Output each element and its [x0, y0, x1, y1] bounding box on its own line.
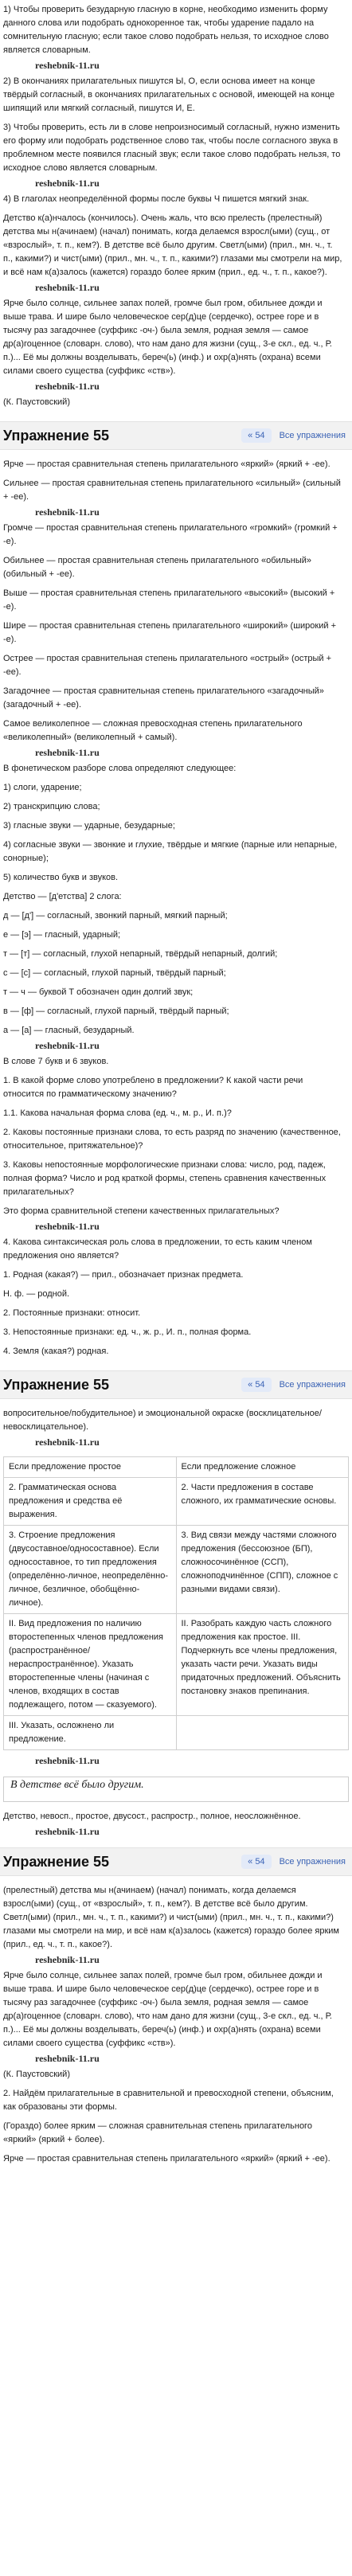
watermark: reshebnik-11.ru: [35, 506, 100, 518]
table-cell: III. Указать, осложнено ли предложение.: [4, 1716, 177, 1750]
watermark: reshebnik-11.ru: [35, 381, 100, 392]
paragraph: т — ч — буквой Т обозначен один долгий звук;: [3, 987, 194, 997]
answer-text-section-3c: [0, 1807, 352, 1843]
paragraph: Ярче было солнце, сильнее запах полей, громче был гром, обильнее дожди и выше трава. И шире было человеческое сер(д)це (сердечко), острее горе и в тысячу раз загадочнее (суффикс -оч-) была земля, родная земля — самое др(а)гоценное (словарн. слово), что нам дано для жизни (сущ., 3-е скл., ед. ч., Р. п.)... Её мы должны возделывать, береч(ь) (инф.) и охр(а)нять (охрана) всеми силами своего существа (суффикс «ств»).: [3, 1971, 332, 2048]
table-cell: 3. Вид связи между частями сложного предложения (бессоюзное (БП), сложносочинённое (ССП), сложноподчинённое (СПП), сложное с разными видами связи).: [176, 1526, 349, 1614]
paragraph: 2. Постоянные признаки: относит.: [3, 1308, 141, 1318]
paragraph: Шире — простая сравнительная степень прилагательного «широкий» (широкий + -е).: [3, 621, 336, 644]
paragraph: Ярче — простая сравнительная степень прилагательного «яркий» (яркий + -ее).: [3, 2154, 330, 2164]
paragraph: 3. Непостоянные признаки: ед. ч., ж. р., И. п., полная форма.: [3, 1327, 252, 1337]
paragraph: вопросительное/побудительное) и эмоциональной окраске (восклицательное/невосклицательное).: [3, 1409, 322, 1432]
exercise-nav: [241, 1378, 346, 1392]
answer-text-section-2: [0, 455, 352, 1366]
watermark: reshebnik-11.ru: [35, 747, 100, 758]
paragraph: Детство, невосп., простое, двусост., распростр., полное, неосложнённое.: [3, 1812, 301, 1821]
paragraph: 1. Родная (какая?) — прил., обозначает признак предмета.: [3, 1270, 244, 1280]
watermark: reshebnik-11.ru: [35, 282, 100, 293]
author: (К. Паустовский): [3, 397, 70, 407]
analysis-table: [3, 1456, 349, 1750]
paragraph: Самое великолепное — сложная превосходная степень прилагательного «великолепный» (великолепный + самый).: [3, 719, 303, 742]
table-cell: 3. Строение предложения (двусоставное/односоставное). Если односоставное, то тип предложения (определённо-личное, неопределённо-личное, безличное, обобщённо-личное).: [4, 1526, 177, 1614]
table-row: [4, 1478, 349, 1526]
sentence-box: В детстве всё было другим.: [3, 1777, 349, 1802]
paragraph: с — [с] — согласный, глухой парный, твёрдый парный;: [3, 968, 226, 978]
table-header-cell: Если предложение простое: [4, 1457, 177, 1478]
exercise-title: Упражнение 55: [3, 427, 110, 444]
table-cell: II. Вид предложения по наличию второстепенных членов предложения (распространённое/ нераспространённое). Указать второстепенные члены (начиная с членов, входящих в состав подлежащего, потом — сказуемого).: [4, 1614, 177, 1716]
paragraph: В слове 7 букв и 6 звуков.: [3, 1057, 109, 1066]
answer-text-section-3: [0, 1404, 352, 1453]
exercise-header: [0, 1370, 352, 1399]
table-cell: 2. Грамматическая основа предложения и средства её выражения.: [4, 1478, 177, 1526]
paragraph: Выше — простая сравнительная степень прилагательного «высокий» (высокий + -е).: [3, 588, 335, 612]
paragraph: 1.1. Какова начальная форма слова (ед. ч., м. р., И. п.)?: [3, 1108, 232, 1118]
paragraph: в — [ф] — согласный, глухой парный, твёрдый парный;: [3, 1007, 229, 1016]
paragraph: В фонетическом разборе слова определяют следующее:: [3, 764, 237, 773]
all-exercises-link[interactable]: Все упражнения: [279, 1857, 346, 1867]
watermark: reshebnik-11.ru: [35, 1221, 100, 1232]
prev-exercise-button[interactable]: « 54: [241, 428, 271, 443]
answer-text-section-4: [0, 1881, 352, 2173]
table-cell: 2. Части предложения в составе сложного, их грамматические основы.: [176, 1478, 349, 1526]
table-cell: [176, 1716, 349, 1750]
exercise-header: [0, 1847, 352, 1876]
paragraph: 3. Каковы непостоянные морфологические признаки слова: число, род, падеж, полная форма? Число и род краткой формы, степень сравнения качественных прилагательных?: [3, 1160, 327, 1197]
watermark: reshebnik-11.ru: [35, 1954, 100, 1965]
paragraph: 5) количество букв и звуков.: [3, 873, 119, 882]
table-cell: II. Разобрать каждую часть сложного предложения как простое. III. Подчеркнуть все члены предложения, указать части речи. Указать виды придаточных предложений. Объяснить постановку знаков препинания.: [176, 1614, 349, 1716]
author: (К. Паустовский): [3, 2070, 70, 2079]
paragraph: 4. Земля (какая?) родная.: [3, 1347, 109, 1356]
paragraph: 1) Чтобы проверить безударную гласную в корне, необходимо изменить форму данного слова или подобрать однокоренное так, чтобы ударение падало на сомнительную гласную; если такое слово подобрать нельзя, то исходное слово является словарным.: [3, 5, 329, 55]
table-row: [4, 1526, 349, 1614]
paragraph: 3) гласные звуки — ударные, безударные;: [3, 821, 175, 831]
watermark: reshebnik-11.ru: [35, 1755, 100, 1766]
prev-exercise-button[interactable]: « 54: [241, 1855, 271, 1869]
exercise-header: [0, 421, 352, 450]
paragraph: Ярче было солнце, сильнее запах полей, громче был гром, обильнее дожди и выше трава. И шире было человеческое сер(д)це (сердечко), острее горе и в тысячу раз загадочнее (суффикс -оч-) была земля, родная земля — самое др(а)гоценное (словарн. слово), что нам дано для жизни (сущ., 3-е скл., ед. ч., Р. п.)... Её мы должны возделывать, береч(ь) (инф.) и охр(а)нять (охрана) всеми силами своего существа (суффикс «ств»).: [3, 299, 332, 376]
watermark: reshebnik-11.ru: [35, 1040, 100, 1051]
watermark: reshebnik-11.ru: [35, 1826, 100, 1837]
paragraph: 2. Каковы постоянные признаки слова, то есть разряд по значению (качественное, относительное, притяжательное)?: [3, 1128, 341, 1151]
exercise-title: Упражнение 55: [3, 1853, 110, 1870]
paragraph: Загадочнее — простая сравнительная степень прилагательного «загадочный» (загадочный + -ее).: [3, 686, 324, 709]
paragraph: 4. Какова синтаксическая роль слова в предложении, то есть каким членом предложения оно является?: [3, 1237, 312, 1261]
watermark: reshebnik-11.ru: [35, 60, 100, 71]
paragraph: Детство к(а)нчалось (кончилось). Очень жаль, что всю прелесть (прелестный) детства мы н(ачинаем) (начал) понимать, когда делаемся взросл(ыми) (сущ., от «взрослый», т. п., кем?). В детстве всё было другим. Светл(ыми) (прил., мн. ч., т. п., какими?) и чист(ыми) (прил., мн. ч., т. п., какими?) глазами мы смотрели на мир, и всё нам к(а)залось (кажется) гораздо более ярким (прил., ед. ч., т. п., какое?).: [3, 213, 342, 277]
all-exercises-link[interactable]: Все упражнения: [279, 431, 346, 440]
paragraph: Детство — [д'етства] 2 слога:: [3, 892, 122, 901]
paragraph: Сильнее — простая сравнительная степень прилагательного «сильный» (сильный + -ее).: [3, 479, 341, 502]
paragraph: 1. В какой форме слово употреблено в предложении? К какой части речи относится по грамматическому значению?: [3, 1076, 303, 1099]
table-row: [4, 1716, 349, 1750]
prev-exercise-button[interactable]: « 54: [241, 1378, 271, 1392]
paragraph: 2. Найдём прилагательные в сравнительной и превосходной степени, объясним, как образованы эти формы.: [3, 2089, 334, 2112]
paragraph: а — [а] — гласный, безударный.: [3, 1026, 135, 1035]
paragraph: д — [д'] — согласный, звонкий парный, мягкий парный;: [3, 911, 228, 921]
paragraph: (прелестный) детства мы н(ачинаем) (начал) понимать, когда делаемся взросл(ыми) (сущ., от «взрослый», т. п., кем?). В детстве всё было другим. Светл(ыми) (прил., мн. ч., т. п., какими?) и чист(ыми) (прил., мн. ч., т. п., какими?) глазами мы смотрели на мир, и всё нам к(а)залось (кажется) гораздо более ярким (прил., ед. ч., т. п., какое?).: [3, 1886, 339, 1949]
paragraph: 4) согласные звуки — звонкие и глухие, твёрдые и мягкие (парные или непарные, сонорные);: [3, 840, 338, 863]
table-row: [4, 1614, 349, 1716]
paragraph: 2) В окончаниях прилагательных пишутся Ы, О, если основа имеет на конце твёрдый согласный, в окончаниях прилагательных с основой, имеющей на конце шипящий или мягкий согласный, пишутся И, Е.: [3, 76, 335, 113]
watermark: reshebnik-11.ru: [35, 1437, 100, 1448]
all-exercises-link[interactable]: Все упражнения: [279, 1380, 346, 1390]
paragraph: 3) Чтобы проверить, есть ли в слове непроизносимый согласный, нужно изменить его форму или подобрать родственное слово так, чтобы после согласного звука в проблемном месте появился гласный звук; если такое слово подобрать нельзя, то исходное слово является словарным.: [3, 123, 341, 173]
table-header-cell: Если предложение сложное: [176, 1457, 349, 1478]
paragraph: т — [т] — согласный, глухой непарный, твёрдый непарный, долгий;: [3, 949, 278, 959]
watermark: reshebnik-11.ru: [35, 178, 100, 189]
paragraph: (Гораздо) более ярким — сложная сравнительная степень прилагательного «яркий» (яркий + более).: [3, 2121, 312, 2144]
paragraph: Громче — простая сравнительная степень прилагательного «громкий» (громкий + -е).: [3, 523, 338, 546]
paragraph: Ярче — простая сравнительная степень прилагательного «яркий» (яркий + -ее).: [3, 459, 330, 469]
exercise-nav: [241, 1855, 346, 1869]
answer-text-section-1: [0, 0, 352, 416]
exercise-title: Упражнение 55: [3, 1376, 110, 1393]
table-header-row: [4, 1457, 349, 1478]
exercise-nav: [241, 428, 346, 443]
paragraph: Н. ф. — родной.: [3, 1289, 70, 1299]
paragraph: Обильнее — простая сравнительная степень прилагательного «обильный» (обильный + -ее).: [3, 556, 312, 579]
paragraph: е — [э] — гласный, ударный;: [3, 930, 121, 940]
paragraph: 4) В глаголах неопределённой формы после буквы Ч пишется мягкий знак.: [3, 194, 310, 204]
paragraph: Острее — простая сравнительная степень прилагательного «острый» (острый + -ее).: [3, 654, 332, 677]
paragraph: 2) транскрипцию слова;: [3, 802, 100, 811]
answer-text-section-3b: [0, 1755, 352, 1772]
watermark: reshebnik-11.ru: [35, 2053, 100, 2064]
paragraph: Это форма сравнительной степени качественных прилагательных?: [3, 1206, 280, 1216]
paragraph: 1) слоги, ударение;: [3, 783, 82, 792]
